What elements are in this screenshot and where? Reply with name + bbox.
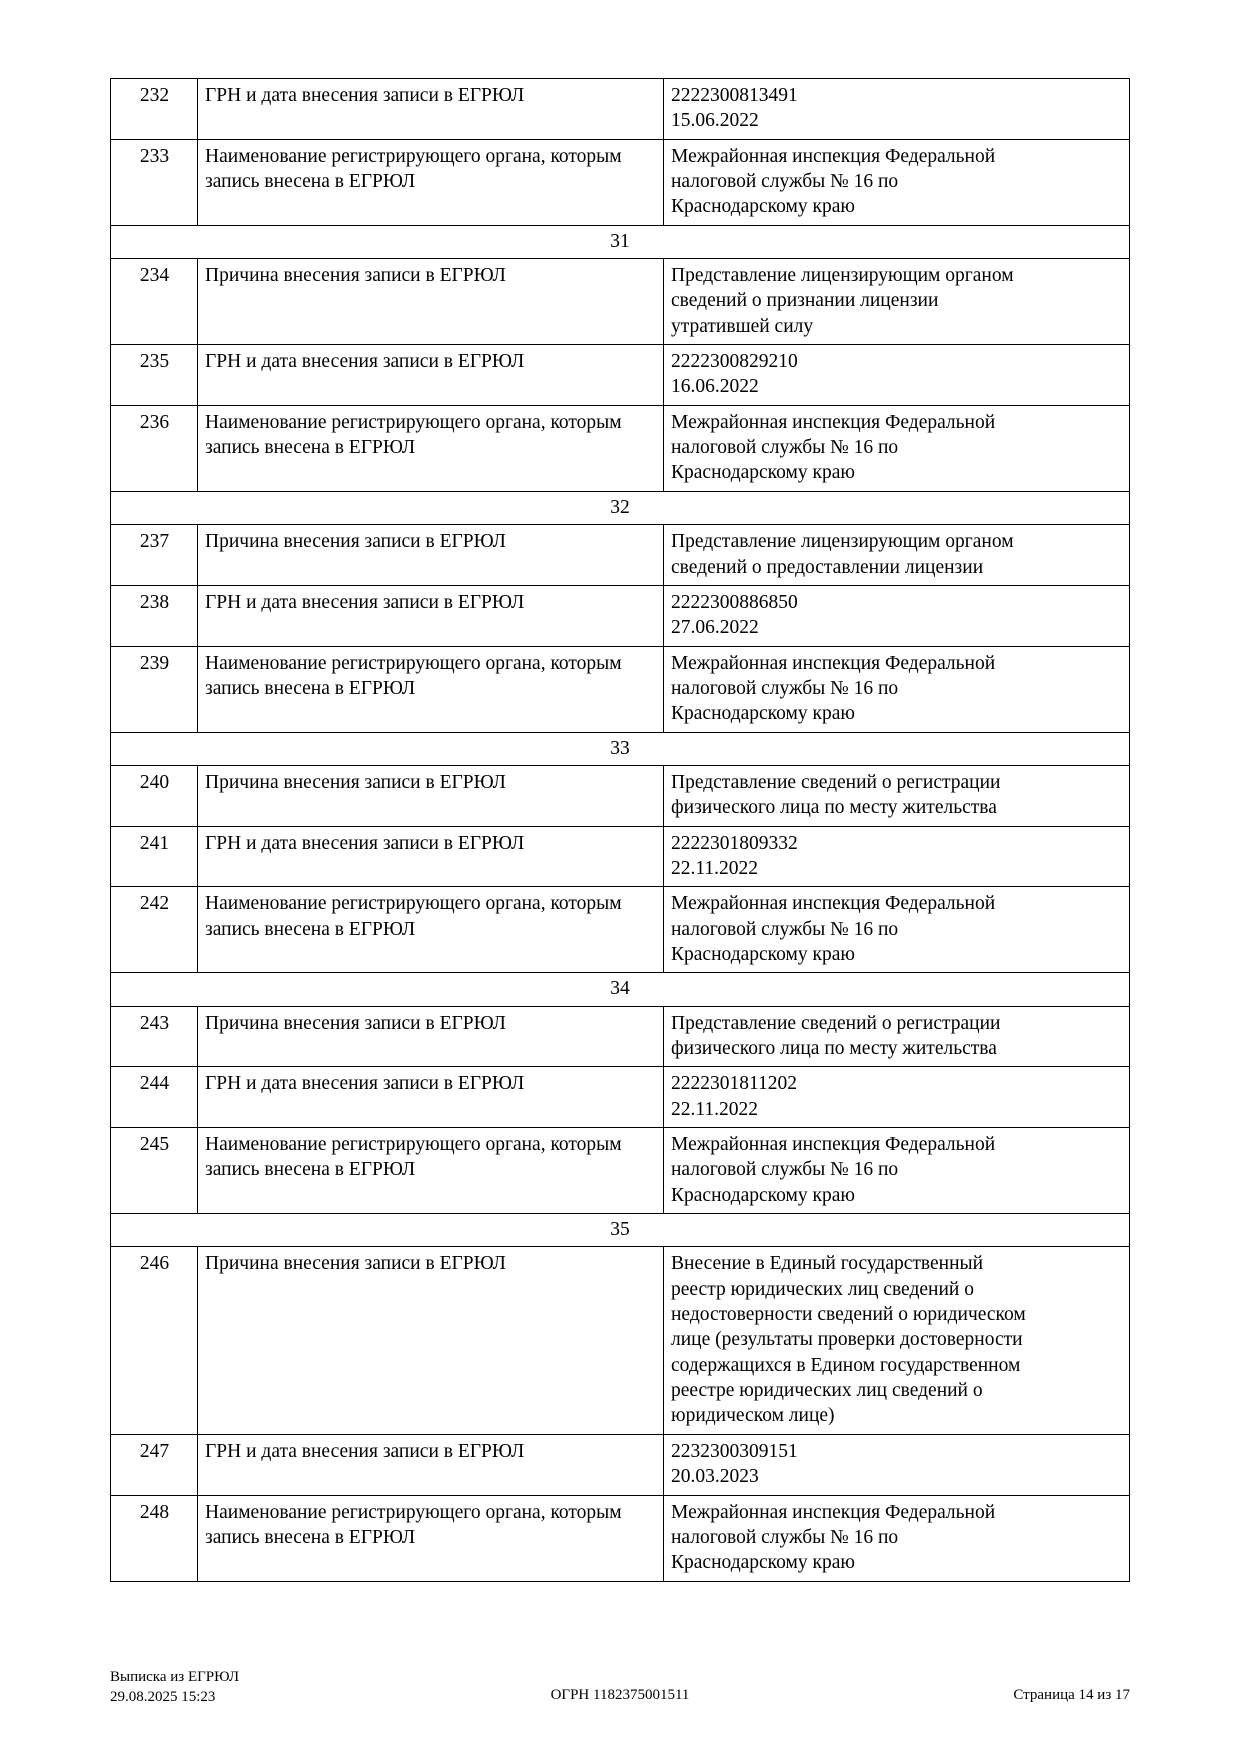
row-value [664,585,1130,646]
row-number: 234 [111,259,198,345]
row-value [664,79,1130,140]
row-label: Наименование регистрирующего органа, которым запись внесена в ЕГРЮЛ [198,139,664,225]
table-section-row [111,225,1130,258]
table-row [111,887,1130,973]
row-label: ГРН и дата внесения записи в ЕГРЮЛ [198,79,664,140]
row-value-line: 20.03.2023 [671,1466,759,1488]
table-row [111,826,1130,887]
row-value-line: 22.11.2022 [671,1098,759,1120]
row-number: 245 [111,1128,198,1214]
page-footer [110,1667,1130,1711]
row-value [664,1006,1130,1067]
table-row [111,259,1130,345]
table-row [111,585,1130,646]
row-value-line: налоговой службы № 16 по [671,1159,899,1181]
table-row [111,765,1130,826]
table-row [111,1434,1130,1495]
row-number: 240 [111,765,198,826]
row-value-line: 2222300829210 [671,351,798,373]
table-section-row [111,973,1130,1006]
row-value-line: Межрайонная инспекция Федеральной [671,411,996,433]
row-value-line: сведений о признании лицензии [671,290,939,312]
row-number: 238 [111,585,198,646]
footer-page-number: Страница 14 из 17 [1013,1687,1130,1703]
row-value-line: 15.06.2022 [671,110,759,132]
row-value-line: содержащихся в Едином государственном [671,1354,1021,1376]
row-value-line: 16.06.2022 [671,376,759,398]
row-label: ГРН и дата внесения записи в ЕГРЮЛ [198,345,664,406]
row-value [664,139,1130,225]
row-label: ГРН и дата внесения записи в ЕГРЮЛ [198,585,664,646]
table-row [111,1006,1130,1067]
row-value-line: налоговой службы № 16 по [671,918,899,940]
section-title: 35 [111,1214,1130,1247]
table-row [111,646,1130,732]
row-label: ГРН и дата внесения записи в ЕГРЮЛ [198,1067,664,1128]
row-value-line: Внесение в Единый государственный [671,1253,984,1275]
row-number: 236 [111,405,198,491]
row-value-line: Краснодарскому краю [671,462,855,484]
row-value-line: физического лица по месту жительства [671,1038,997,1059]
row-value-line: Представление сведений о регистрации [671,1012,1001,1034]
row-value-line: Краснодарскому краю [671,703,855,725]
row-value-line: Межрайонная инспекция Федеральной [671,145,996,167]
row-value-line: Краснодарскому краю [671,1552,855,1574]
row-value [664,1128,1130,1214]
table-row [111,1247,1130,1434]
row-value-line: Межрайонная инспекция Федеральной [671,893,996,915]
row-value [664,1434,1130,1495]
row-value-line: лице (результаты проверки достоверности [671,1329,1023,1351]
row-value [664,826,1130,887]
row-number: 241 [111,826,198,887]
row-label: Причина внесения записи в ЕГРЮЛ [198,525,664,586]
row-value-line: реестр юридических лиц сведений о [671,1278,974,1300]
row-value-line: налоговой службы № 16 по [671,677,899,699]
row-number: 244 [111,1067,198,1128]
table-row [111,79,1130,140]
row-value-line: Представление сведений о регистрации [671,771,1001,793]
row-number: 232 [111,79,198,140]
row-value [664,887,1130,973]
section-title: 33 [111,732,1130,765]
row-number: 233 [111,139,198,225]
row-value-line: недостоверности сведений о юридическом [671,1304,1026,1326]
row-value [664,1067,1130,1128]
row-value-line: Краснодарскому краю [671,943,855,965]
row-value-line: реестре юридических лиц сведений о [671,1380,983,1402]
row-number: 243 [111,1006,198,1067]
table-row [111,1067,1130,1128]
row-value-line: Представление лицензирующим органом [671,531,1014,553]
row-number: 242 [111,887,198,973]
row-value [664,345,1130,406]
row-label: ГРН и дата внесения записи в ЕГРЮЛ [198,826,664,887]
row-label: Причина внесения записи в ЕГРЮЛ [198,765,664,826]
row-value-line: Представление лицензирующим органом [671,265,1014,287]
row-label: Наименование регистрирующего органа, которым запись внесена в ЕГРЮЛ [198,405,664,491]
row-label: Наименование регистрирующего органа, которым запись внесена в ЕГРЮЛ [198,646,664,732]
footer-doc-title: Выписка из ЕГРЮЛ [110,1669,239,1685]
row-value-line: Межрайонная инспекция Федеральной [671,1134,996,1156]
row-value-line: сведений о предоставлении лицензии [671,556,984,578]
row-value [664,525,1130,586]
row-value-line: Межрайонная инспекция Федеральной [671,652,996,674]
table-row [111,139,1130,225]
row-value-line: налоговой службы № 16 по [671,1526,899,1548]
row-number: 239 [111,646,198,732]
row-label: Наименование регистрирующего органа, которым запись внесена в ЕГРЮЛ [198,1128,664,1214]
footer-ogrn: ОГРН 1182375001511 [550,1687,690,1703]
row-value-line: Краснодарскому краю [671,1184,855,1206]
row-value [664,765,1130,826]
row-value-line: юридическом лице) [671,1405,835,1427]
table-section-row [111,491,1130,524]
row-value-line: физического лица по месту жительства [671,797,997,819]
row-value-line: 27.06.2022 [671,617,759,639]
section-title: 32 [111,491,1130,524]
table-row [111,405,1130,491]
row-value-line: 2222301809332 [671,832,798,854]
table-section-row [111,732,1130,765]
row-value [664,1247,1130,1434]
row-number: 237 [111,525,198,586]
egrul-records-table [110,78,1130,1582]
section-title: 34 [111,973,1130,1006]
row-value-line: 22.11.2022 [671,857,759,879]
egrul-table-body [111,79,1130,1582]
row-label: Причина внесения записи в ЕГРЮЛ [198,1006,664,1067]
table-row [111,1128,1130,1214]
table-row [111,345,1130,406]
row-value [664,646,1130,732]
footer-timestamp: 29.08.2025 15:23 [110,1689,216,1706]
row-value-line: налоговой службы № 16 по [671,171,899,193]
section-title: 31 [111,225,1130,258]
table-row [111,1495,1130,1581]
row-label: Причина внесения записи в ЕГРЮЛ [198,259,664,345]
row-number: 247 [111,1434,198,1495]
row-value-line: Межрайонная инспекция Федеральной [671,1501,996,1523]
row-value [664,1495,1130,1581]
row-value-line: 2222301811202 [671,1073,798,1095]
row-value [664,259,1130,345]
row-value [664,405,1130,491]
row-value-line: 2222300813491 [671,85,798,106]
row-value-line: Краснодарскому краю [671,196,855,218]
row-number: 248 [111,1495,198,1581]
row-label: ГРН и дата внесения записи в ЕГРЮЛ [198,1434,664,1495]
row-label: Наименование регистрирующего органа, которым запись внесена в ЕГРЮЛ [198,1495,664,1581]
row-label: Наименование регистрирующего органа, которым запись внесена в ЕГРЮЛ [198,887,664,973]
table-section-row [111,1214,1130,1247]
row-value-line: налоговой службы № 16 по [671,437,899,459]
row-label: Причина внесения записи в ЕГРЮЛ [198,1247,664,1434]
row-number: 235 [111,345,198,406]
row-value-line: 2222300886850 [671,591,798,613]
table-row [111,525,1130,586]
row-value-line: 2232300309151 [671,1440,798,1462]
row-value-line: утратившей силу [671,315,814,337]
row-number: 246 [111,1247,198,1434]
